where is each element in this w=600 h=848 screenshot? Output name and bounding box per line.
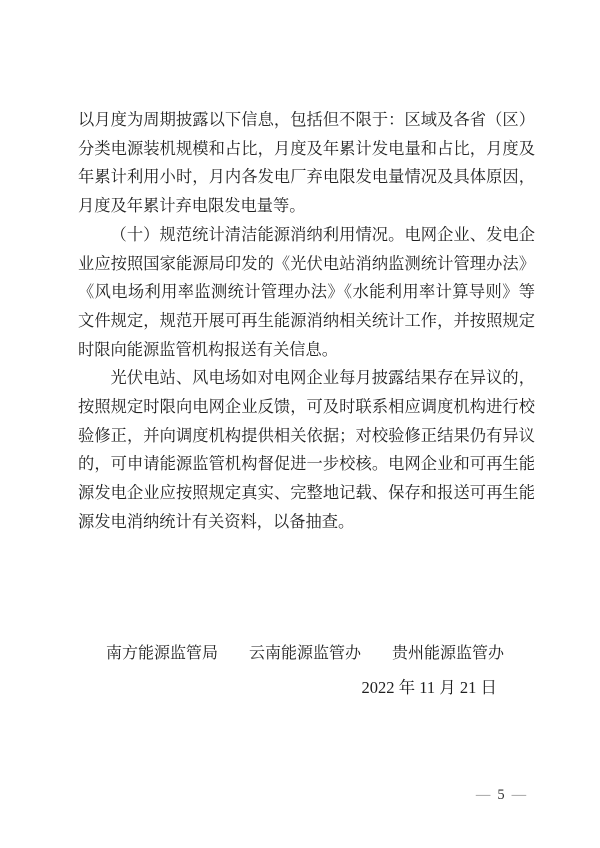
paragraph-continuation: 以月度为周期披露以下信息，包括但不限于：区域及各省（区）分类电源装机规模和占比，月度及年累计发电量和占比，月度及年累计利用小时，月内各发电厂弃电限发电量情况及具体原因，月度及年累计弃电限发电量等。 bbox=[78, 111, 535, 216]
signature-date: 2022 年 11 月 21 日 bbox=[361, 678, 497, 697]
footer-left-dash: — bbox=[475, 787, 491, 803]
signature-agencies bbox=[106, 644, 504, 663]
footer-page-number: 5 bbox=[497, 787, 505, 803]
agency-name-yunnan-energy-regulatory-office: 云南能源监管办 bbox=[249, 645, 362, 662]
paragraph-item-ten: （十）规范统计清洁能源消纳利用情况。电网企业、发电企业应按照国家能源局印发的《光伏电站消纳监测统计管理办法》《风电场利用率监测统计管理办法》《水能利用率计算导则》等文件规定，规范开展可再生能源消纳相关统计工作，并按照规定时限向能源监管机构报送有关信息。 bbox=[78, 225, 535, 359]
agency-name-guizhou-energy-regulatory-office: 贵州能源监管办 bbox=[392, 645, 505, 662]
agency-name-southern-energy-regulatory-bureau: 南方能源监管局 bbox=[106, 645, 219, 662]
document-body bbox=[78, 106, 535, 537]
page-number bbox=[451, 788, 551, 804]
paragraph-dispute-procedure: 光伏电站、风电场如对电网企业每月披露结果存在异议的，按照规定时限向电网企业反馈，可及时联系相应调度机构进行校验修正，并向调度机构提供相关依据；对校验修正结果仍有异议的，可申请能源监管机构督促进一步校核。电网企业和可再生能源发电企业应按照规定真实、完整地记载、保存和报送可再生能源发电消纳统计有关资料，以备抽查。 bbox=[78, 369, 535, 531]
footer-right-dash: — bbox=[511, 787, 527, 803]
